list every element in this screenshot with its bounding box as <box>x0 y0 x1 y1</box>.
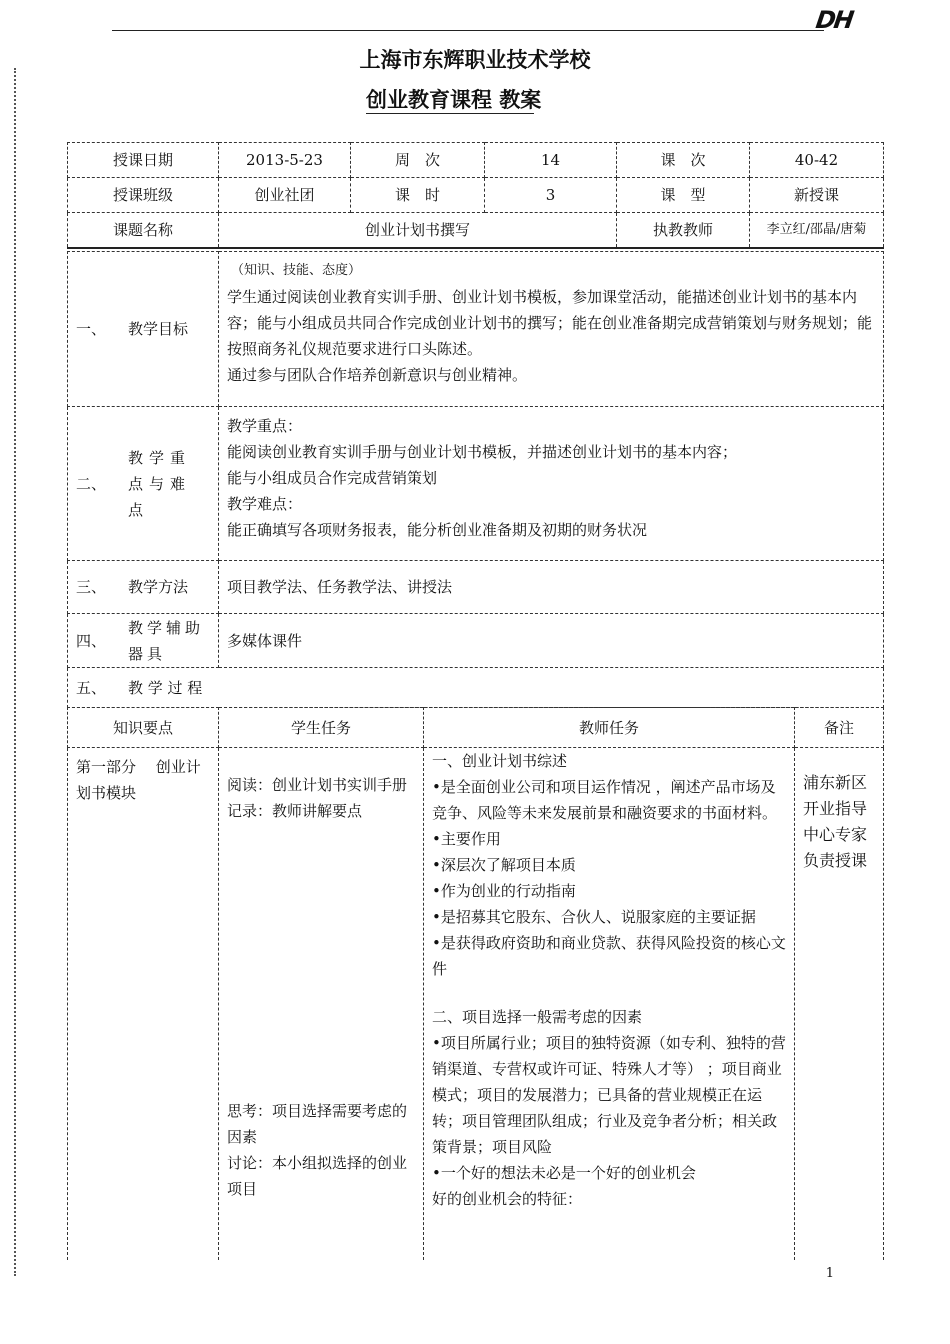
section-label <box>68 561 219 614</box>
teacher-line: •是全面创业公司和项目运作情况 ，阐述产品市场及竞争、风险等未来发展前景和融资要求的书面材料。 <box>432 778 778 822</box>
key-points-content <box>219 407 884 561</box>
topic-value: 创业计划书撰写 <box>219 213 617 249</box>
info-row <box>68 178 884 213</box>
teacher-line: •是招募其它股东、合伙人、说服家庭的主要证据 <box>432 908 756 926</box>
type-value: 新授课 <box>750 178 884 213</box>
section-title: 教学重点与难点 <box>128 448 192 519</box>
key-points-line: 教学难点： <box>227 495 303 513</box>
section-title: 教学目标 <box>128 320 189 338</box>
key-points-line: 能正确填写各项财务报表，能分析创业准备期及初期的财务状况 <box>227 521 648 539</box>
teacher-line: 二、项目选择一般需考虑的因素 <box>432 1008 643 1026</box>
section-row <box>68 252 884 407</box>
student-tasks <box>219 748 424 1261</box>
teacher-tasks <box>424 748 795 1261</box>
page-number: 1 <box>825 1266 834 1281</box>
section-row <box>68 561 884 614</box>
student-task: 阅读：创业计划书实训手册 <box>227 776 408 794</box>
teacher-line: •是获得政府资助和商业贷款、获得风险投资的核心文件 <box>432 934 786 978</box>
teacher-line: •主要作用 <box>432 830 501 848</box>
title-underline <box>366 113 534 114</box>
student-task: 记录：教师讲解要点 <box>227 802 363 820</box>
teacher-line: 一、创业计划书综述 <box>432 752 568 770</box>
section-title: 教学辅助器具 <box>128 618 205 663</box>
header-student: 学生任务 <box>219 708 424 748</box>
teacher-line: •深层次了解项目本质 <box>432 856 576 874</box>
section-number: 二、 <box>76 474 107 493</box>
objectives-text: 通过参与团队合作培养创新意识与创业精神。 <box>227 366 528 384</box>
lesson-value: 40-42 <box>750 143 884 178</box>
school-name: 上海市东辉职业技术学校 <box>359 48 591 72</box>
knowledge-point: 第一部分 创业计划书模块 <box>68 748 219 1261</box>
teacher-line: •项目所属行业；项目的独特资源（如专利、独特的营销渠道、专营权或许可证、特殊人才等） ；项目商业模式；项目的发展潜力；已具备的营业规模正在运转；项目管理团队组成；行业及竞争者分析；相关政策背景；项目风险 <box>432 1034 786 1156</box>
info-row <box>68 143 884 178</box>
class-label: 授课班级 <box>68 178 219 213</box>
section-row <box>68 407 884 561</box>
section-row <box>68 614 884 668</box>
section-title: 教 学 过 程 <box>128 678 203 697</box>
student-task: 思考：项目选择需要考虑的因素 <box>227 1102 408 1146</box>
section-label <box>68 668 884 708</box>
section-number: 五、 <box>76 678 107 697</box>
section-label <box>68 407 219 561</box>
header-remark: 备注 <box>795 708 884 748</box>
teacher-line: 好的创业机会的特征： <box>432 1190 583 1208</box>
lesson-label: 课 次 <box>617 143 750 178</box>
section-label <box>68 614 219 668</box>
dh-logo: DH <box>814 6 854 34</box>
header-teacher: 教师任务 <box>424 708 795 748</box>
date-value: 2013-5-23 <box>219 143 351 178</box>
info-table <box>67 142 884 249</box>
header-rule <box>112 30 824 31</box>
key-points-line: 能与小组成员合作完成营销策划 <box>227 469 438 487</box>
key-points-line: 教学重点： <box>227 417 303 435</box>
section-label <box>68 252 219 407</box>
teacher-line: •作为创业的行动指南 <box>432 882 576 900</box>
header-knowledge: 知识要点 <box>68 708 219 748</box>
course-title: 创业教育课程 教案 <box>366 88 542 112</box>
section-row <box>68 668 884 708</box>
objectives-content <box>219 252 884 407</box>
section-number: 一、 <box>76 320 107 338</box>
sections-table <box>67 251 884 708</box>
objectives-text: 学生通过阅读创业教育实训手册、创业计划书模板，参加课堂活动，能描述创业计划书的基本内容；能与小组成员共同合作完成创业计划书的撰写；能在创业准备期完成营销策划与财务规划；能按照商务礼仪规范要求进行口头陈述。 <box>227 288 873 358</box>
date-label: 授课日期 <box>68 143 219 178</box>
week-value: 14 <box>485 143 617 178</box>
aids-content: 多媒体课件 <box>219 614 884 668</box>
week-label: 周 次 <box>351 143 485 178</box>
type-label: 课 型 <box>617 178 750 213</box>
remark: 浦东新区开业指导中心专家负责授课 <box>795 748 884 1261</box>
hours-label: 课 时 <box>351 178 485 213</box>
process-table <box>67 707 884 1260</box>
teacher-line: •一个好的想法未必是一个好的创业机会 <box>432 1164 696 1182</box>
teacher-label: 执教教师 <box>617 213 750 249</box>
key-points-line: 能阅读创业教育实训手册与创业计划书模板，并描述创业计划书的基本内容； <box>227 443 738 461</box>
process-row <box>68 748 884 1261</box>
process-header-row <box>68 708 884 748</box>
teacher-value: 李立红/邵晶/唐菊 <box>750 213 884 249</box>
section-title: 教学方法 <box>128 578 189 596</box>
section-number: 三、 <box>76 578 107 596</box>
student-task: 讨论：本小组拟选择的创业项目 <box>227 1154 408 1198</box>
topic-label: 课题名称 <box>68 213 219 249</box>
objectives-subtitle: （知识、技能、态度） <box>231 263 362 278</box>
class-value: 创业社团 <box>219 178 351 213</box>
section-number: 四、 <box>76 631 107 650</box>
binding-margin <box>14 68 16 1276</box>
student-task-group <box>227 1098 415 1202</box>
info-row <box>68 213 884 249</box>
teacher-line <box>432 982 786 1004</box>
method-content: 项目教学法、任务教学法、讲授法 <box>219 561 884 614</box>
hours-value: 3 <box>485 178 617 213</box>
